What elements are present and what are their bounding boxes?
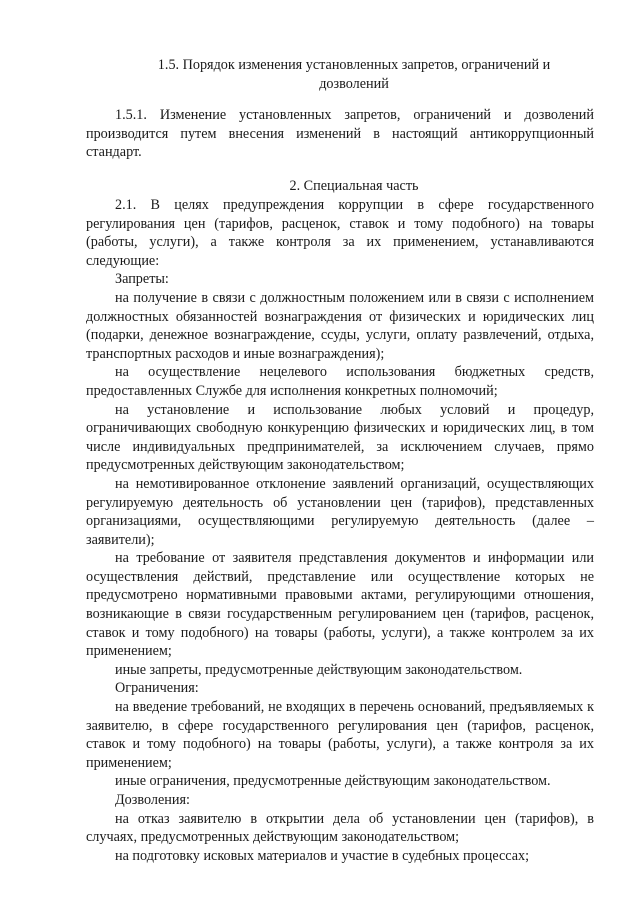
prohibition-item: на осуществление нецелевого использования бюджетных средств, предоставленных Службе для исполнения конкретных полномочий; [86, 364, 594, 399]
prohibitions-heading: Запреты: [115, 271, 169, 288]
permission-item: на подготовку исковых материалов и участие в судебных процессах; [115, 847, 530, 864]
permission-item: на отказ заявителю в открытии дела об установлении цен (тарифов), в случаях, предусмотренных действующим законодательством; [86, 810, 594, 846]
prohibition-item: на установление и использование любых условий и процедур, ограничивающих свободную конкуренцию физических и юридических лиц, в том числе индивидуальных предпринимателей, за исключением случаев, прямо предусмотренных действующим законодательством; [86, 401, 594, 474]
section-1-5-body [86, 106, 594, 162]
prohibition-item: на немотивированное отклонение заявлений организаций, осуществляющих регулируемую деятельность об установлении цен (тарифов), представленных организациями, осуществляющими регулируемую деятельность (далее – заявители); [86, 475, 594, 548]
section-2-body [86, 196, 594, 865]
restriction-item: иные ограничения, предусмотренные действующим законодательством. [115, 773, 551, 790]
restrictions-heading: Ограничения: [115, 680, 199, 697]
section-2-title: 2. Специальная часть [289, 178, 419, 194]
prohibition-item: на требование от заявителя представления документов и информации или осуществления действий, представление или осуществление которых не предусмотрено нормативными правовыми актами, регулирующими отношения, возникающие в связи государственным регулированием цен (тарифов, расценок, ставок и тому подобного) на товары (работы, услуги), а также контролем за их применением; [86, 550, 594, 660]
paragraph-2-1: 2.1. В целях предупреждения коррупции в сфере государственного регулирования цен (тарифов, расценок, ставок и тому подобного) на товары (работы, услуги), а также контроля за их применением, устанавливаются следующие: [86, 197, 594, 269]
restriction-item: на введение требований, не входящих в перечень оснований, предъявляемых к заявителю, в сфере государственного регулирования цен (тарифов, расценок, ставок и тому подобного) на товары (работы, услуги), а также контроля за их применением; [86, 699, 594, 771]
prohibition-item: иные запреты, предусмотренные действующим законодательством. [115, 661, 523, 678]
prohibition-item: на получение в связи с должностным положением или в связи с исполнением должностных обязанностей вознаграждения от физических и юридических лиц (подарки, денежное вознаграждение, ссуды, услуги, оплату развлечений, отдыха, транспортных расходов и иные вознаграждения); [86, 289, 594, 362]
section-1-5-title-line2: дозволений [319, 76, 389, 92]
section-1-5-title-line1: 1.5. Порядок изменения установленных запретов, ограничений и [157, 57, 551, 73]
section-1-5-title [86, 56, 622, 94]
paragraph-1-5-1: 1.5.1. Изменение установленных запретов, ограничений и дозволений производится путем внесения изменений в настоящий антикоррупционный стандарт. [86, 107, 594, 161]
permissions-heading: Дозволения: [115, 792, 190, 808]
